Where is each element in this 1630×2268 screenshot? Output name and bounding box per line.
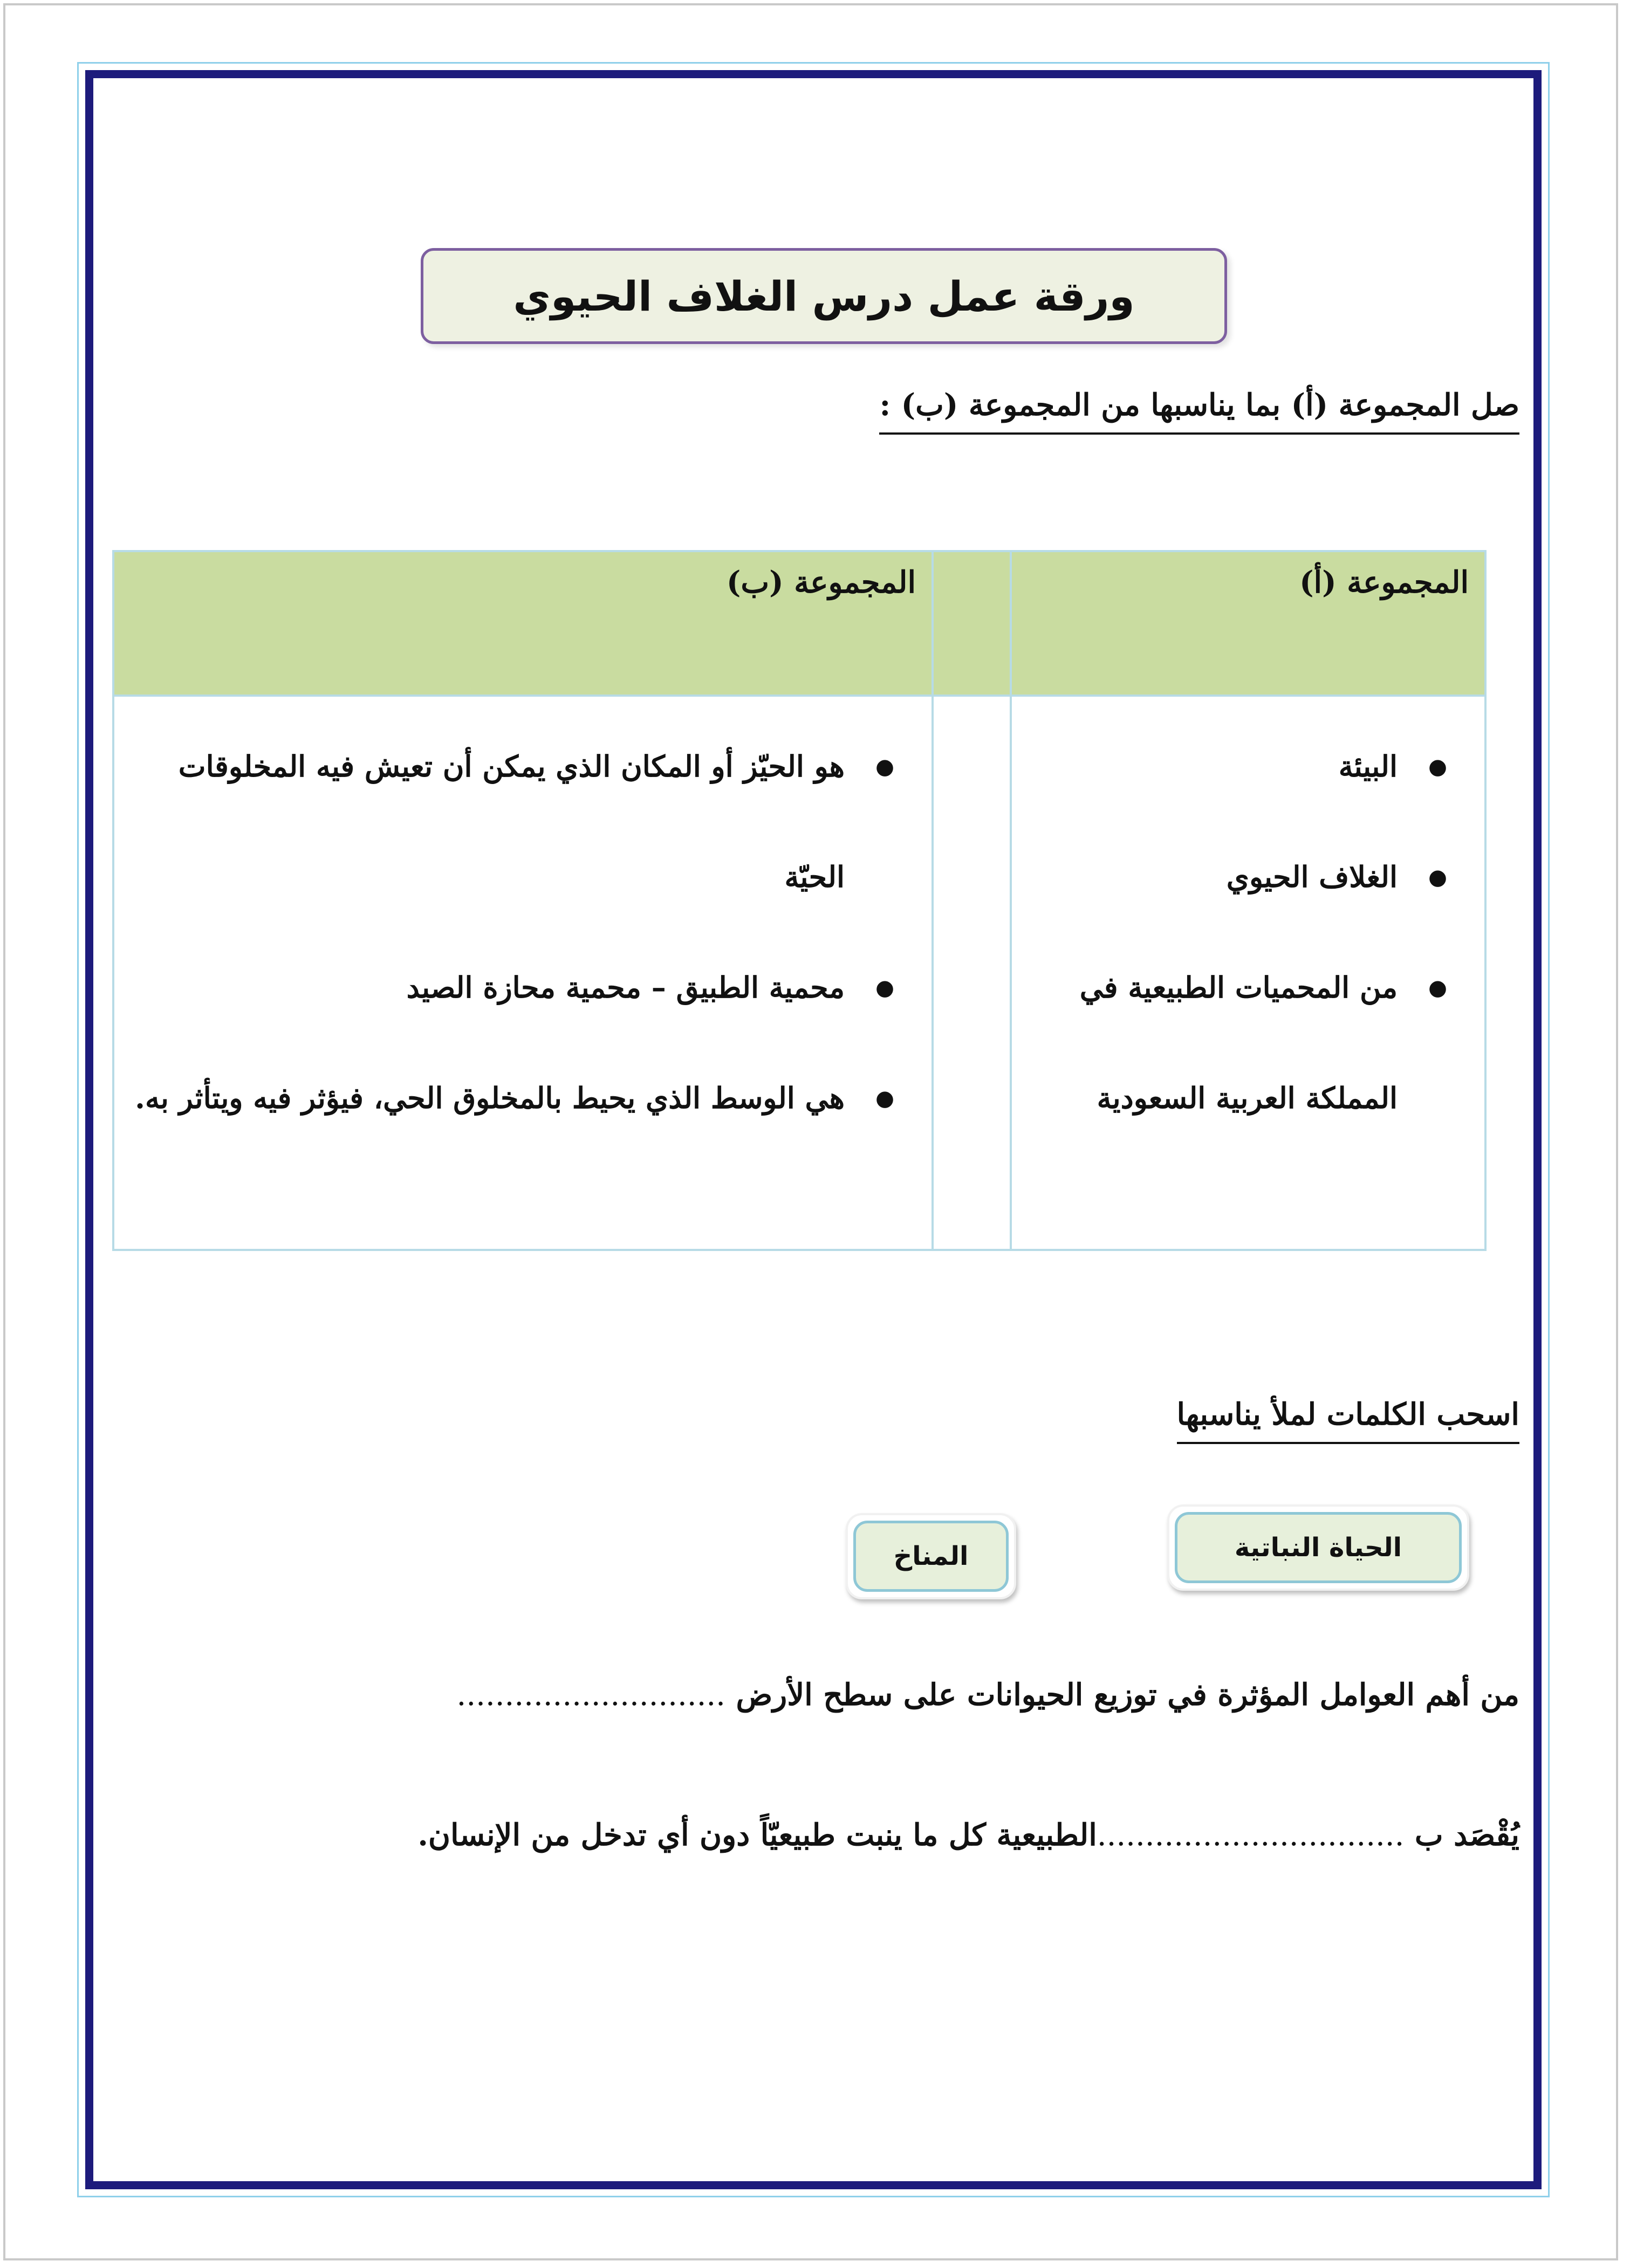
sentence-1-text: من أهم العوامل المؤثرة في توزيع الحيوانات على سطح الأرض (736, 1677, 1519, 1713)
group-a-list (1012, 697, 1484, 1153)
group-b-cell (113, 696, 933, 1250)
fill-sentence-2 (417, 1817, 1519, 1853)
sentence-1-blank[interactable]: ............................ (456, 1678, 725, 1713)
matching-table (112, 550, 1487, 1251)
sentence-2-blank[interactable]: ................................ (1097, 1818, 1405, 1853)
group-a-header: المجموعة (أ) (1299, 565, 1469, 600)
group-b-list (115, 697, 931, 1153)
word-chip-climate[interactable] (846, 1513, 1016, 1599)
sentence-2-prefix: يُقْصَد ب (1414, 1817, 1519, 1853)
word-chip-label: الحياة النباتية (1175, 1512, 1462, 1583)
group-a-header-cell (1011, 551, 1485, 696)
spacer-header-cell (933, 551, 1011, 696)
worksheet-title-box (421, 248, 1227, 344)
group-a-item[interactable]: ● من المحميات الطبيعية في المملكة العربية السعودية (1023, 932, 1451, 1153)
word-chip-plant-life[interactable] (1167, 1504, 1469, 1591)
group-b-header-cell (113, 551, 933, 696)
group-a-cell (1011, 696, 1485, 1250)
group-a-item[interactable]: ● الغلاف الحيوي (1023, 822, 1451, 932)
group-b-header: المجموعة (ب) (726, 565, 916, 600)
matching-instruction: صل المجموعة (أ) بما يناسبها من المجموعة (ب) : (879, 387, 1519, 435)
table-header-row (113, 551, 1485, 696)
spacer-cell (933, 696, 1011, 1250)
worksheet-title: ورقة عمل درس الغلاف الحيوي (513, 272, 1135, 320)
group-b-item[interactable]: ● هو الحيّز أو المكان الذي يمكن أن تعيش فيه المخلوقات الحيّة (126, 711, 899, 932)
fill-sentence-1 (457, 1677, 1519, 1713)
group-a-item[interactable]: ● البيئة (1023, 711, 1451, 822)
word-chip-label: المناخ (853, 1521, 1009, 1592)
group-b-item[interactable]: ● محمية الطبيق – محمية محازة الصيد (126, 932, 899, 1043)
drag-instruction: اسحب الكلمات لملأ يناسبها (1177, 1397, 1519, 1444)
table-body-row (113, 696, 1485, 1250)
sentence-2-suffix: الطبيعية كل ما ينبت طبيعيّاً دون أي تدخل من الإنسان. (417, 1817, 1097, 1853)
group-b-item[interactable]: ● هي الوسط الذي يحيط بالمخلوق الحي، فيؤثر فيه ويتأثر به. (126, 1043, 899, 1153)
